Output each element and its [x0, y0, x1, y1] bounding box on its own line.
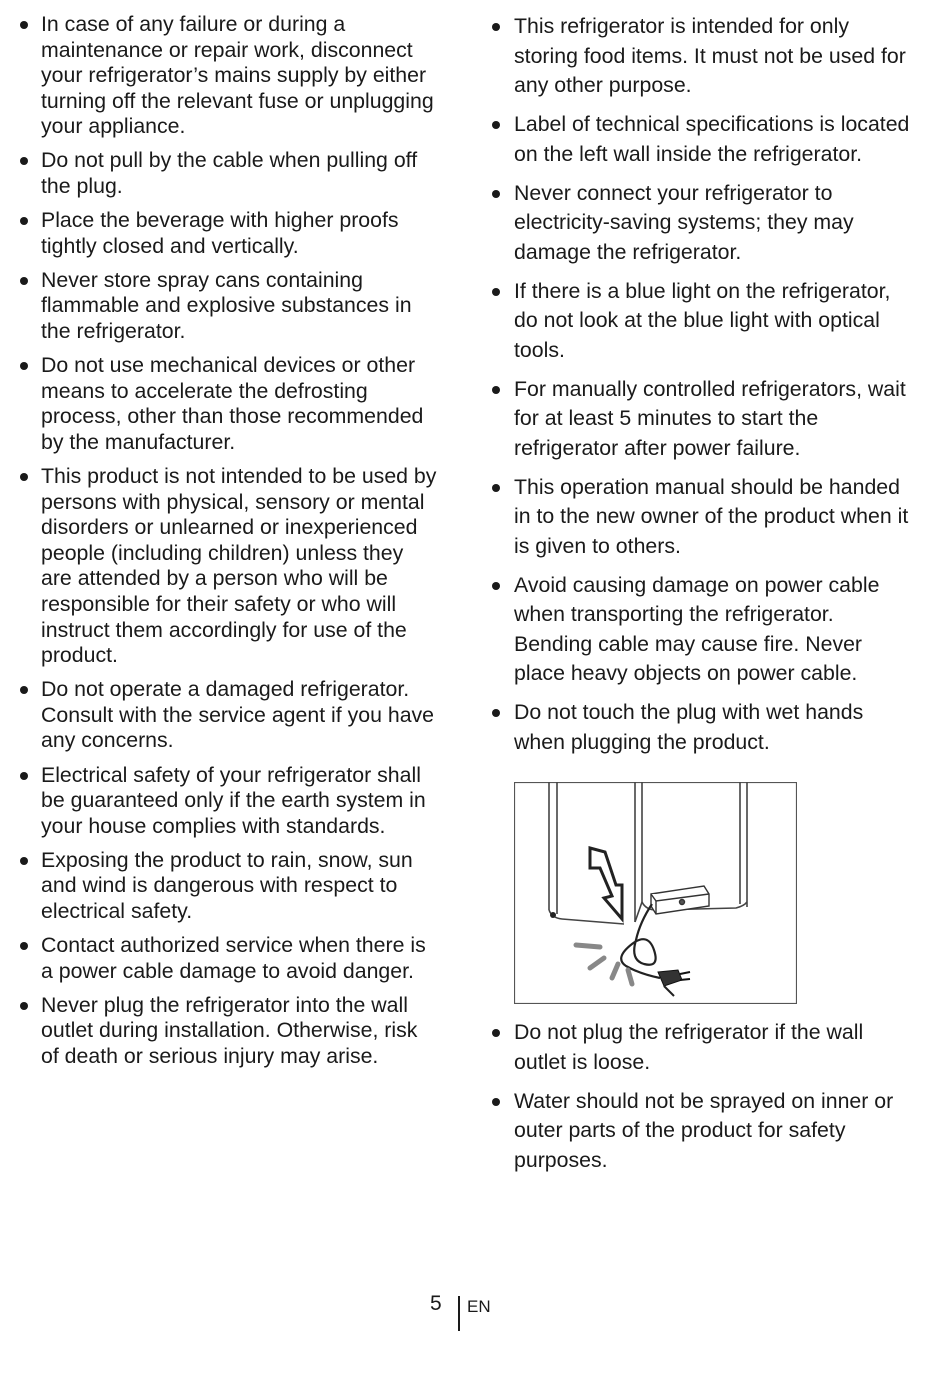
list-item: Place the beverage with higher proofs tightly closed and vertically.	[18, 208, 438, 259]
list-item: In case of any failure or during a maintenance or repair work, disconnect your refrigerator’s mains supply by either turning off the relevant fuse or unplugging your appliance.	[18, 12, 438, 140]
list-item: For manually controlled refrigerators, wait for at least 5 minutes to start the refrigerator after power failure.	[490, 375, 910, 464]
list-item: Do not pull by the cable when pulling off the plug.	[18, 148, 438, 199]
list-item: Electrical safety of your refrigerator shall be guaranteed only if the earth system in your house complies with standards.	[18, 763, 438, 840]
list-item: Never connect your refrigerator to electricity-saving systems; they may damage the refrigerator.	[490, 179, 910, 268]
list-item: Do not touch the plug with wet hands when plugging the product.	[490, 698, 910, 757]
list-item: Never store spray cans containing flammable and explosive substances in the refrigerator.	[18, 268, 438, 345]
list-item: If there is a blue light on the refrigerator, do not look at the blue light with optical tools.	[490, 277, 910, 366]
list-item: Do not operate a damaged refrigerator. Consult with the service agent if you have any concerns.	[18, 677, 438, 754]
left-bullet-list	[18, 12, 438, 1070]
list-item: Do not use mechanical devices or other means to accelerate the defrosting process, other than those recommended by the manufacturer.	[18, 353, 438, 455]
page-footer	[0, 1292, 950, 1332]
list-item: Avoid causing damage on power cable when transporting the refrigerator. Bending cable may cause fire. Never place heavy objects on power cable.	[490, 571, 910, 689]
list-item: Water should not be sprayed on inner or outer parts of the product for safety purposes.	[490, 1087, 910, 1176]
list-item: This product is not intended to be used by persons with physical, sensory or mental disorders or unlearned or inexperienced people (including children) unless they are attended by a person who will be responsible for their safety or who will instruct them accordingly for use of the product.	[18, 464, 438, 669]
wet-hands-plug-illustration	[514, 782, 797, 1004]
language-label: EN	[467, 1297, 491, 1316]
list-item: Contact authorized service when there is a power cable damage to avoid danger.	[18, 933, 438, 984]
list-item: Label of technical specifications is located on the left wall inside the refrigerator.	[490, 110, 910, 169]
list-item: This operation manual should be handed in to the new owner of the product when it is given to others.	[490, 473, 910, 562]
list-item: This refrigerator is intended for only storing food items. It must not be used for any other purpose.	[490, 12, 910, 101]
foot-dot	[550, 912, 556, 918]
right-column	[490, 12, 910, 1185]
list-item: Never plug the refrigerator into the wall outlet during installation. Otherwise, risk of death or serious injury may arise.	[18, 993, 438, 1070]
footer-divider	[458, 1296, 460, 1331]
right-bullet-list-lower	[490, 1018, 910, 1175]
page-number: 5	[430, 1292, 442, 1315]
right-bullet-list	[490, 12, 910, 757]
list-item: Do not plug the refrigerator if the wall outlet is loose.	[490, 1018, 910, 1077]
list-item: Exposing the product to rain, snow, sun and wind is dangerous with respect to electrical safety.	[18, 848, 438, 925]
left-column	[18, 12, 438, 1078]
illustration-svg	[514, 782, 797, 1004]
